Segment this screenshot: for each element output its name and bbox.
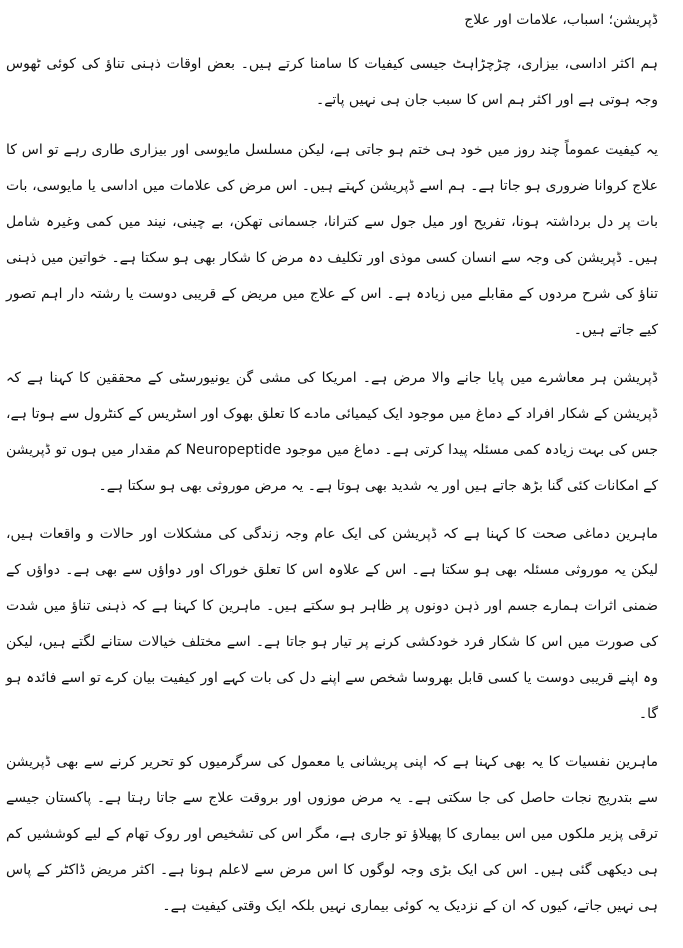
paragraph-experts: ماہرین دماغی صحت کا کہنا ہے کہ ڈپریشن کی ایک عام وجہ زندگی کی مشکلات اور حالات و واقعات ہیں، لیکن یہ موروثی مسئلہ بھی ہو سکتا ہے۔ اس کے علاوہ اس کا تعلق خوراک اور دواؤں سے بھی ہے۔ دواؤں کے ضمنی اثرات ہمارے جسم اور ذہن دونوں پر ظاہر ہو سکتے ہیں۔ ماہرین کا کہنا ہے کہ ذہنی تناؤ میں شدت کی صورت میں اس کا شکار فرد خودکشی کرنے پر تیار ہو جاتا ہے۔ اسے مختلف خیالات ستانے لگتے ہیں، لیکن وہ اپنے قریبی دوست یا کسی قابل بھروسا شخص سے اپنے دل کی بات کہے اور کیفیت بیان کرے تو اسے فائدہ ہو گا۔ — [6, 526, 658, 722]
article — [6, 0, 666, 948]
paragraph-research: ڈپریشن ہر معاشرے میں پایا جانے والا مرض ہے۔ امریکا کی مشی گن یونیورسٹی کے محققین کا کہنا ہے کہ ڈپریشن کے شکار افراد کے دماغ میں موجود ایک کیمیائی مادے کا تعلق بھوک اور اسٹریس کے کنٹرول سے ہوتا ہے، جس کی بہت زیادہ کمی مسئلہ پیدا کرتی ہے۔ دماغ میں موجود Neuropeptide کم مقدار میں ہوں تو ڈپریشن کے امکانات کئی گنا بڑھ جاتے ہیں اور یہ شدید بھی ہوتا ہے۔ یہ مرض موروثی بھی ہو سکتا ہے۔ — [6, 370, 659, 494]
paragraph-symptoms: یہ کیفیت عموماً چند روز میں خود ہی ختم ہو جاتی ہے، لیکن مسلسل مایوسی اور بیزاری طاری رہے تو اس کا علاج کروانا ضروری ہو جاتا ہے۔ ہم اسے ڈپریشن کہتے ہیں۔ اس مرض کی علامات میں اداسی یا مایوسی، بات بات پر دل برداشتہ ہونا، تفریح اور میل جول سے کترانا، جسمانی تھکن، بے چینی، نیند میں کمی وغیرہ شامل ہیں۔ ڈپریشن کی وجہ سے انسان کسی موذی اور تکلیف دہ مرض کا شکار بھی ہو سکتا ہے۔ خواتین میں ذہنی تناؤ کی شرح مردوں کے مقابلے میں زیادہ ہے۔ اس کے علاج میں مریض کے قریبی دوست یا رشتہ دار اہم تصور کیے جاتے ہیں۔ — [6, 142, 658, 338]
paragraph-psychologists: ماہرین نفسیات کا یہ بھی کہنا ہے کہ اپنی پریشانی یا معمول کی سرگرمیوں کو تحریر کرنے سے بھی ڈپریشن سے بتدریج نجات حاصل کی جا سکتی ہے۔ یہ مرض موزوں اور بروقت علاج سے جاتا رہتا ہے۔ پاکستان جیسے ترقی پزیر ملکوں میں اس بیماری کا پھیلاؤ تو جاری ہے، مگر اس کی تشخیص اور روک تھام کے لیے کوششیں کم ہی دیکھی گئی ہیں۔ اس کی ایک بڑی وجہ لوگوں کا اس مرض سے لاعلم ہونا ہے۔ اکثر مریض ڈاکٹر کے پاس ہی نہیں جاتے، کیوں کہ ان کے نزدیک یہ کوئی بیماری نہیں بلکہ ایک وقتی کیفیت ہے۔ — [6, 754, 658, 914]
paragraph-intro: ہم اکثر اداسی، بیزاری، چڑچڑاہٹ جیسی کیفیات کا سامنا کرتے ہیں۔ بعض اوقات ذہنی تناؤ کی کوئی ٹھوس وجہ ہوتی ہے اور اکثر ہم اس کا سبب جان ہی نہیں پاتے۔ — [6, 56, 658, 108]
article-title: ڈپریشن؛ اسباب، علامات اور علاج — [464, 12, 658, 28]
